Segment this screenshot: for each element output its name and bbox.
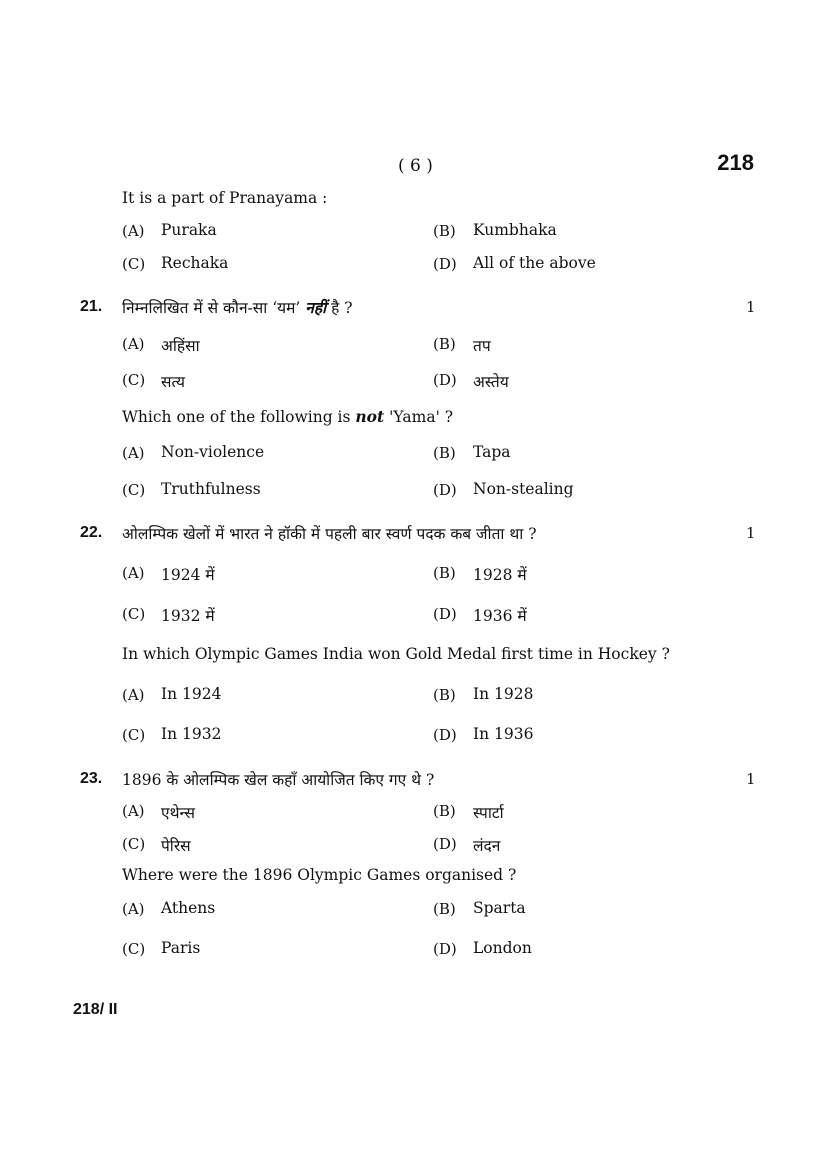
option-letter: (D) (433, 605, 457, 623)
question-marks: 1 (746, 770, 756, 788)
option-text: तप (473, 337, 491, 355)
question-text-english: In which Olympic Games India won Gold Medal first time in Hockey ? (122, 645, 670, 663)
question-marks: 1 (746, 524, 756, 542)
option-letter: (B) (433, 900, 456, 918)
question-text-part: Which one of the following is (122, 408, 351, 426)
option-text: अहिंसा (161, 337, 200, 355)
option-letter: (A) (122, 900, 145, 918)
option-text: In 1936 (473, 725, 534, 743)
page-number: ( 6 ) (398, 156, 433, 176)
option-text: In 1932 (161, 725, 222, 743)
question-text-part: निम्नलिखित में से कौन-सा ‘यम’ (122, 299, 301, 317)
option-text: All of the above (473, 254, 596, 272)
option-text: Paris (161, 939, 201, 957)
option-text: Tapa (473, 443, 511, 461)
footer-code: 218/ II (73, 1001, 118, 1018)
option-letter: (B) (433, 222, 456, 240)
question-text-hindi: ओलम्पिक खेलों में भारत ने हॉकी में पहली बार स्वर्ण पदक कब जीता था ? (122, 525, 537, 543)
question-text: It is a part of Pranayama : (122, 189, 328, 207)
option-letter: (C) (122, 481, 146, 499)
option-text: 1936 में (473, 607, 527, 625)
option-text: Non-stealing (473, 480, 574, 498)
question-emphasis: not (355, 407, 385, 426)
option-text: Truthfulness (161, 480, 261, 498)
question-text-english: Where were the 1896 Olympic Games organised ? (122, 866, 517, 884)
option-letter: (B) (433, 802, 456, 820)
option-letter: (A) (122, 222, 145, 240)
question-text-hindi (122, 296, 353, 318)
option-letter: (B) (433, 564, 456, 582)
option-text: एथेन्स (161, 804, 195, 822)
option-text: 1924 में (161, 566, 215, 584)
question-emphasis: नहीं (305, 298, 327, 317)
option-letter: (D) (433, 835, 457, 853)
question-text-hindi: 1896 के ओलम्पिक खेल कहाँ आयोजित किए गए थे ? (122, 771, 435, 789)
question-text-english (122, 407, 453, 426)
option-letter: (A) (122, 444, 145, 462)
option-letter: (C) (122, 371, 146, 389)
option-letter: (A) (122, 802, 145, 820)
option-text: 1932 में (161, 607, 215, 625)
option-letter: (D) (433, 371, 457, 389)
paper-code: 218 (717, 150, 754, 175)
option-text: सत्य (161, 373, 185, 391)
question-text-part: है ? (331, 299, 353, 317)
option-text: Puraka (161, 221, 217, 239)
option-letter: (B) (433, 444, 456, 462)
question-number: 22. (80, 524, 103, 541)
option-text: Athens (161, 899, 216, 917)
option-letter: (D) (433, 255, 457, 273)
option-letter: (A) (122, 686, 145, 704)
option-letter: (B) (433, 686, 456, 704)
option-text: Non-violence (161, 443, 265, 461)
option-letter: (C) (122, 835, 146, 853)
option-letter: (A) (122, 564, 145, 582)
option-letter: (C) (122, 726, 146, 744)
option-letter: (D) (433, 940, 457, 958)
option-text: 1928 में (473, 566, 527, 584)
option-letter: (C) (122, 255, 146, 273)
option-text: लंदन (473, 837, 501, 855)
option-text: अस्तेय (473, 373, 509, 391)
option-text: In 1924 (161, 685, 222, 703)
option-letter: (C) (122, 940, 146, 958)
option-text: Kumbhaka (473, 221, 557, 239)
question-text-part: 'Yama' ? (389, 408, 454, 426)
option-text: In 1928 (473, 685, 534, 703)
question-number: 23. (80, 770, 103, 787)
option-text: Sparta (473, 899, 526, 917)
option-text: Rechaka (161, 254, 229, 272)
question-marks: 1 (746, 298, 756, 316)
option-text: पेरिस (161, 837, 191, 855)
option-letter: (B) (433, 335, 456, 353)
option-text: स्पार्टा (473, 804, 504, 822)
option-letter: (A) (122, 335, 145, 353)
option-letter: (D) (433, 481, 457, 499)
option-text: London (473, 939, 532, 957)
option-letter: (D) (433, 726, 457, 744)
option-letter: (C) (122, 605, 146, 623)
question-number: 21. (80, 298, 103, 315)
